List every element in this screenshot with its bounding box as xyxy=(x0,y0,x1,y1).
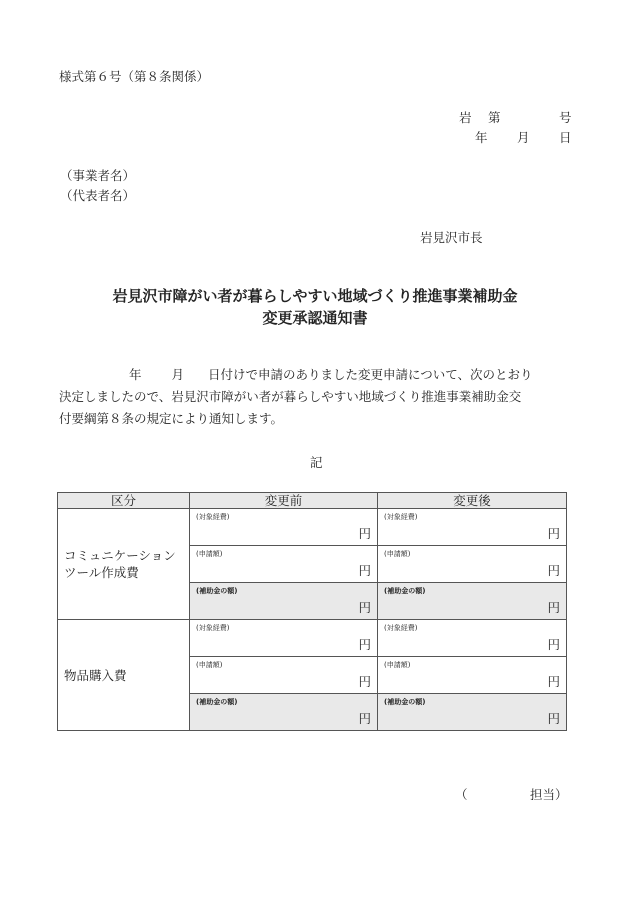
yen-unit: 円 xyxy=(358,637,371,652)
header-before: 変更前 xyxy=(190,493,378,509)
field-label: (対象経費) xyxy=(384,624,418,632)
ki-marker: 記 xyxy=(310,455,323,470)
date-month: 月 xyxy=(517,130,530,145)
table-row xyxy=(58,509,567,546)
yen-unit: 円 xyxy=(547,674,560,689)
field-label: (申請額) xyxy=(384,661,411,669)
doc-number-middle: 第 xyxy=(488,110,501,125)
field-label: (申請額) xyxy=(384,550,411,558)
before-application-amount-field[interactable] xyxy=(190,546,377,582)
field-label: (対象経費) xyxy=(196,624,230,632)
document-title-line2: 変更承認通知書 xyxy=(262,309,368,327)
form-label: 様式第６号（第８条関係） xyxy=(59,69,210,84)
field-label: (申請額) xyxy=(196,550,223,558)
field-label: (補助金の額) xyxy=(196,587,238,595)
contact-person-label: 担当） xyxy=(530,787,568,802)
document-title-line1: 岩見沢市障がい者が暮らしやすい地域づくり推進事業補助金 xyxy=(112,287,518,305)
field-label: (補助金の額) xyxy=(384,698,426,706)
yen-unit: 円 xyxy=(547,711,560,726)
body-year: 年 xyxy=(129,367,142,382)
yen-unit: 円 xyxy=(547,637,560,652)
yen-unit: 円 xyxy=(358,563,371,578)
budget-change-table xyxy=(57,492,567,731)
category-goods-purchase xyxy=(58,620,190,731)
before-subsidy-amount-field xyxy=(190,583,377,619)
body-month: 月 xyxy=(171,367,185,382)
yen-unit: 円 xyxy=(358,600,371,615)
date-day: 日 xyxy=(559,130,572,145)
yen-unit: 円 xyxy=(358,526,371,541)
contact-open-paren: （ xyxy=(455,787,468,802)
before-target-cost-field[interactable] xyxy=(190,509,377,545)
after-subsidy-amount-field xyxy=(378,583,566,619)
yen-unit: 円 xyxy=(358,711,371,726)
category-label-line1: 物品購入費 xyxy=(64,667,127,683)
before-target-cost-field[interactable] xyxy=(190,620,377,656)
date-year: 年 xyxy=(475,130,488,145)
category-label-line2: ツール作成費 xyxy=(64,565,139,580)
field-label: (対象経費) xyxy=(384,513,418,521)
before-subsidy-amount-field xyxy=(190,694,377,730)
yen-unit: 円 xyxy=(547,563,560,578)
business-name-label: （事業者名） xyxy=(60,168,136,183)
body-line-1 xyxy=(59,364,579,386)
header-after: 変更後 xyxy=(378,493,567,509)
field-label: (対象経費) xyxy=(196,513,230,521)
field-label: (補助金の額) xyxy=(196,698,238,706)
after-target-cost-field[interactable] xyxy=(378,620,566,656)
body-line-1-rest: 日付けで申請のありました変更申請について、次のとおり xyxy=(208,367,533,382)
after-target-cost-field[interactable] xyxy=(378,509,566,545)
yen-unit: 円 xyxy=(358,674,371,689)
field-label: (補助金の額) xyxy=(384,587,426,595)
yen-unit: 円 xyxy=(547,600,560,615)
after-application-amount-field[interactable] xyxy=(378,657,566,693)
table-row xyxy=(58,620,567,657)
after-subsidy-amount-field xyxy=(378,694,566,730)
doc-number-suffix: 号 xyxy=(559,110,572,125)
category-communication-tool xyxy=(58,509,190,620)
before-application-amount-field[interactable] xyxy=(190,657,377,693)
issuer-name: 岩見沢市長 xyxy=(420,230,483,245)
yen-unit: 円 xyxy=(547,526,560,541)
body-line-2: 決定しましたので、岩見沢市障がい者が暮らしやすい地域づくり推進事業補助金交 xyxy=(59,389,522,404)
after-application-amount-field[interactable] xyxy=(378,546,566,582)
field-label: (申請額) xyxy=(196,661,223,669)
header-category: 区分 xyxy=(58,493,190,509)
body-line-3: 付要綱第８条の規定により通知します。 xyxy=(59,411,284,426)
table-header-row xyxy=(58,493,567,509)
body-paragraph xyxy=(59,364,579,430)
category-label-line1: コミュニケーション xyxy=(64,548,176,563)
representative-label: （代表者名） xyxy=(60,188,136,203)
doc-number-prefix: 岩 xyxy=(459,110,472,125)
